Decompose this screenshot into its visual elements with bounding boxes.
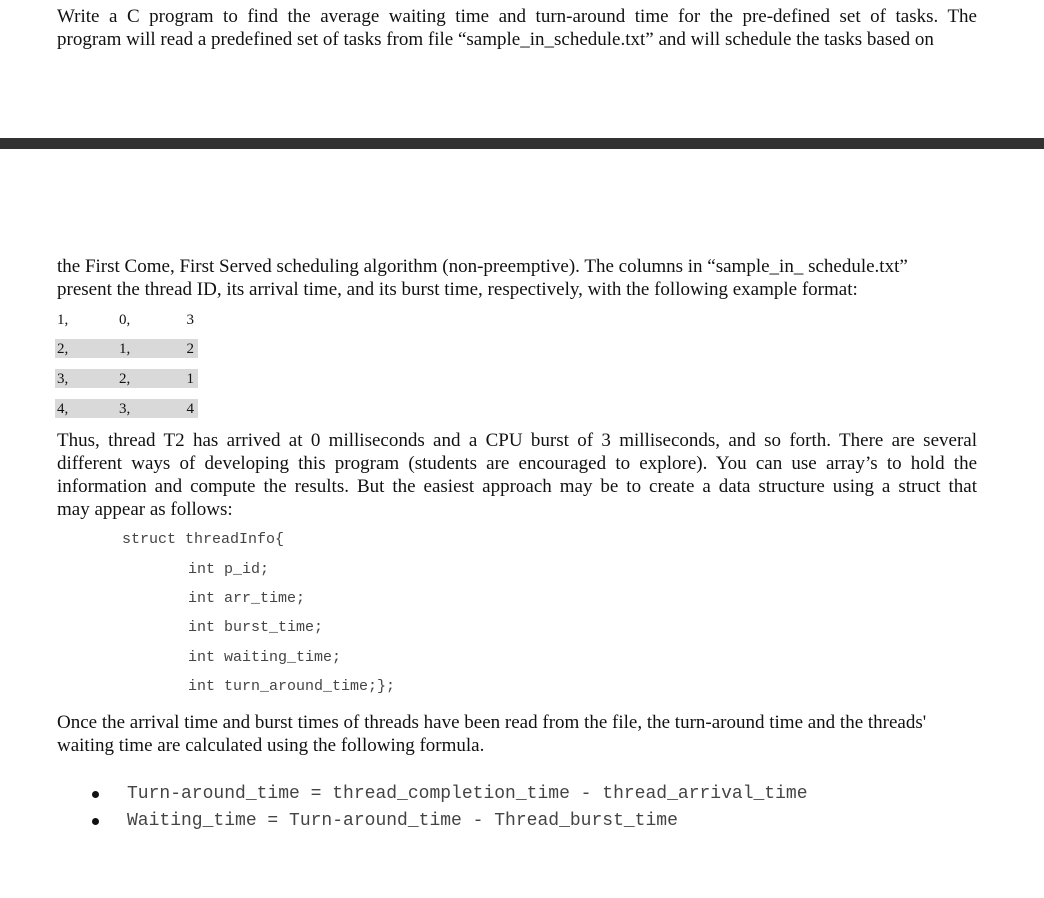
formula-intro-paragraph xyxy=(57,711,977,757)
intro-line-2: program will read a predefined set of tasks from file “sample_in_schedule.txt” and will schedule the tasks based on xyxy=(57,29,934,50)
bullet-icon xyxy=(92,818,99,825)
struct-field-turn-around-time: int turn_around_time;}; xyxy=(188,678,396,695)
burst-time-cell: 3 xyxy=(186,312,194,328)
page-divider xyxy=(0,138,1044,149)
arrival-time-cell: 0, xyxy=(119,312,131,328)
formula-intro-line-2: waiting time are calculated using the following formula. xyxy=(57,735,485,756)
intro-paragraph xyxy=(57,5,977,51)
explanation-line-4: may appear as follows: xyxy=(57,499,233,520)
struct-field-arr-time: int arr_time; xyxy=(188,590,306,607)
explanation-line-1: Thus, thread T2 has arrived at 0 milliseconds and a CPU burst of 3 milliseconds, and so forth. There are several xyxy=(57,430,977,451)
burst-time-cell: 2 xyxy=(186,341,194,357)
table-row xyxy=(55,339,198,358)
arrival-time-cell: 1, xyxy=(119,341,131,357)
thread-id-cell: 1, xyxy=(57,312,69,328)
burst-time-cell: 1 xyxy=(186,371,194,387)
struct-header: struct threadInfo{ xyxy=(122,531,285,548)
arrival-time-cell: 3, xyxy=(119,401,131,417)
continuation-line-1: the First Come, First Served scheduling algorithm (non-preemptive). The columns in “sample_in_ schedule.txt” xyxy=(57,256,908,277)
list-item xyxy=(92,783,808,805)
explanation-line-2: different ways of developing this program (students are encouraged to explore). You can use array’s to hold the xyxy=(57,453,977,474)
bullet-icon xyxy=(92,791,99,798)
arrival-time-cell: 2, xyxy=(119,371,131,387)
struct-field-waiting-time: int waiting_time; xyxy=(188,649,342,666)
table-row xyxy=(55,369,198,388)
continuation-line-2: present the thread ID, its arrival time, and its burst time, respectively, with the following example format: xyxy=(57,279,858,300)
list-item xyxy=(92,810,678,832)
explanation-paragraph xyxy=(57,429,977,521)
struct-field-p-id: int p_id; xyxy=(188,561,270,578)
formula-intro-line-1: Once the arrival time and burst times of threads have been read from the file, the turn-around time and the threads' xyxy=(57,712,927,733)
burst-time-cell: 4 xyxy=(186,401,194,417)
table-row xyxy=(55,399,198,418)
turn-around-formula: Turn-around_time = thread_completion_time - thread_arrival_time xyxy=(127,784,808,804)
thread-id-cell: 3, xyxy=(57,371,69,387)
struct-field-burst-time: int burst_time; xyxy=(188,619,324,636)
waiting-time-formula: Waiting_time = Turn-around_time - Thread_burst_time xyxy=(127,811,678,831)
thread-id-cell: 4, xyxy=(57,401,69,417)
table-row xyxy=(55,310,198,329)
explanation-line-3: information and compute the results. But the easiest approach may be to create a data structure using a struct that xyxy=(57,476,977,497)
intro-line-1: Write a C program to find the average waiting time and turn-around time for the pre-defined set of tasks. The xyxy=(57,6,977,27)
thread-id-cell: 2, xyxy=(57,341,69,357)
continuation-paragraph xyxy=(57,255,977,301)
